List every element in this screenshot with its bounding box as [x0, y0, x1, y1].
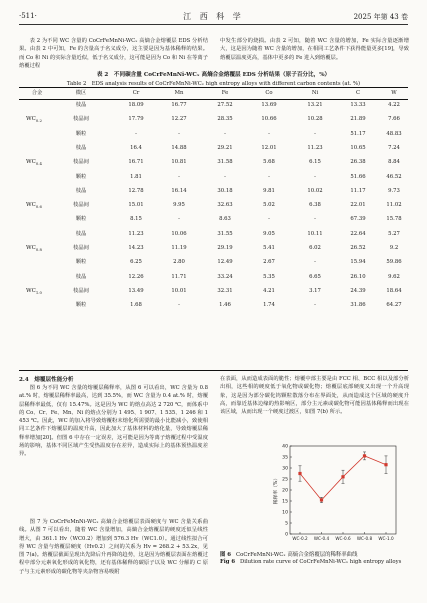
- y-tick-label: 0: [285, 532, 288, 538]
- table-cell: 31.55: [217, 230, 233, 237]
- table-cell: 枝晶: [75, 273, 87, 280]
- table-header-cell: Co: [265, 90, 273, 96]
- table-cell: 10.28: [307, 116, 323, 123]
- page-number: ·511·: [19, 12, 37, 20]
- table-cell: 9.62: [388, 273, 400, 280]
- table-cell: 8.84: [388, 159, 400, 166]
- x-tick-label: WC-0.4: [313, 536, 330, 541]
- table-cell: 颗粒: [75, 216, 87, 223]
- table-header-cell: W: [391, 90, 397, 96]
- table-cell: 9.95: [173, 202, 185, 209]
- table-cell: 3.17: [309, 287, 321, 294]
- table-group-label: $WC_{0.4}$: [26, 159, 42, 167]
- table-cell: 13.33: [350, 102, 366, 108]
- table-cell: 10.65: [350, 144, 366, 151]
- table-cell: 13.69: [261, 102, 277, 108]
- table-cell: 10.81: [171, 159, 187, 166]
- table-cell: 67.39: [350, 216, 366, 223]
- table-cell: 1.68: [130, 302, 142, 309]
- table-cell: 15.01: [128, 202, 144, 209]
- table-cell: 14.88: [171, 144, 187, 151]
- table-cell: -: [135, 130, 137, 137]
- x-tick-label: WC-0.2: [292, 536, 308, 541]
- figure-caption-zh: CoCrFeMnNi-WCₓ 高熵合金熔覆层的稀释率曲线: [236, 552, 358, 558]
- y-tick-label: 5: [285, 521, 288, 527]
- table-cell: 枝晶间: [73, 287, 89, 294]
- table-cell: 11.17: [350, 187, 366, 194]
- figure-label-zh: 图 6: [220, 552, 232, 558]
- table-cell: -: [178, 216, 180, 223]
- table-cell: 5.02: [263, 202, 275, 209]
- table-cell: 24.39: [350, 287, 366, 294]
- table-cell: 10.66: [261, 116, 277, 123]
- y-tick-label: 35: [282, 455, 288, 461]
- table-header-cell: Cr: [132, 90, 140, 96]
- table-cell: 10.01: [171, 287, 187, 294]
- paragraph-cross-section: 在表面，从而造成表面的脆性；熔覆中部主要是由 FCC 相、BCC 相以及部分析出相，这些相的硬度低于氧化物或碳化物；熔覆层底部硬度又出现一个升高现象，这是因为部分碳化钨颗粒散落分布在界面处，从而造成这个区域的硬度升高，而靠近基体边缘的热影响区，部分主元素或碳化物可能因基体稀释而出现在该区域，从而出现一个硬度过渡区，如图 7(b) 所示。: [220, 376, 409, 416]
- x-tick-label: WC-1.0: [378, 536, 394, 541]
- table-cell: 4.21: [263, 287, 275, 294]
- table-caption: [19, 70, 408, 87]
- table-cell: 29.19: [217, 245, 233, 251]
- table-cell: 26.38: [350, 159, 366, 166]
- figure-caption-en: Dilution rate curve of CoCrFeMnNi-WCₓ high entropy alloys: [240, 559, 402, 565]
- table-cell: 26.52: [350, 245, 366, 251]
- table-cell: 6.65: [309, 273, 321, 280]
- paragraph-fe-content: 中发生部分的烧损。由表 2 可知，随着 WC 含量的增加，Fe 实际含量逐渐增大，这是因为随着 WC 含量的增加，在相同工艺条件下获得能量更多[19]，导致熔覆层温度更高，基体中更多的 Fe 进入到熔覆层。: [220, 38, 409, 61]
- table-cell: 48.83: [386, 130, 402, 137]
- table-group-label: $WC_{0.8}$: [26, 245, 42, 253]
- table-cell: 27.52: [217, 102, 233, 108]
- table-cell: 11.02: [386, 202, 402, 209]
- table-cell: 31.86: [350, 302, 366, 309]
- y-tick-label: 20: [282, 488, 288, 494]
- table-cell: 5.68: [263, 159, 275, 166]
- data-point: [363, 454, 366, 457]
- table-cell: -: [268, 130, 270, 137]
- table-group-label: $WC_{0.2}$: [26, 116, 42, 124]
- table-cell: 枝晶: [75, 102, 87, 108]
- table-cell: 9.05: [263, 230, 275, 237]
- table-group-label: $WC_{1.0}$: [26, 287, 42, 295]
- table-cell: 11.19: [171, 245, 187, 251]
- table-cell: 5.41: [263, 245, 275, 251]
- table-cell: 31.58: [217, 159, 233, 166]
- table-cell: 32.63: [217, 202, 233, 209]
- figure-caption: [220, 552, 409, 566]
- y-axis-label: 稀释率（%）: [274, 475, 279, 505]
- y-tick-label: 25: [282, 477, 288, 483]
- table-cell: 9.81: [263, 187, 275, 194]
- table-cell: 17.79: [128, 116, 144, 123]
- table-cell: 颗粒: [75, 259, 87, 266]
- table-cell: 14.23: [128, 245, 144, 251]
- table-cell: 6.38: [309, 202, 321, 209]
- table-caption-zh: 表 2 不同碳含量 CoCrFeMnNi-WCₓ 高熵合金熔覆层 EDS 分析结果（原子百分比，%）: [96, 72, 331, 78]
- table-top-rule: [19, 87, 408, 88]
- table-cell: 8.15: [130, 216, 142, 223]
- table-cell: 枝晶: [75, 187, 87, 194]
- x-tick-label: WC-0.8: [356, 536, 373, 541]
- table-cell: 16.4: [130, 144, 142, 151]
- table-cell: 32.31: [217, 287, 233, 294]
- table-cell: 枝晶间: [73, 116, 89, 123]
- table-cell: 33.24: [217, 273, 233, 280]
- table-cell: -: [224, 130, 226, 137]
- data-point: [298, 472, 301, 475]
- table-cell: 22.01: [350, 202, 366, 209]
- table-cell: 28.35: [217, 116, 233, 123]
- table-cell: 枝晶间: [73, 245, 89, 251]
- table-cell: 2.80: [173, 259, 185, 266]
- chart-svg: [220, 438, 409, 548]
- figure-label-en: Fig 6: [220, 559, 236, 565]
- table-cell: 10.06: [171, 230, 187, 237]
- table-cell: 51.66: [350, 173, 366, 180]
- table-cell: -: [314, 302, 316, 309]
- table-cell: 15.94: [350, 259, 366, 266]
- table-cell: 1.81: [130, 173, 142, 180]
- table-header-rule: [19, 99, 408, 100]
- table-cell: 13.49: [128, 287, 144, 294]
- table-cell: -: [178, 173, 180, 180]
- table-cell: -: [224, 173, 226, 180]
- table-cell: -: [268, 216, 270, 223]
- y-tick-label: 30: [282, 466, 288, 472]
- eds-table: [19, 87, 408, 371]
- table-cell: 12.78: [128, 187, 144, 194]
- table-header-cell: Mn: [174, 90, 184, 96]
- table-cell: 12.49: [217, 259, 233, 266]
- table-cell: 8.63: [219, 216, 231, 223]
- table-cell: 颗粒: [75, 173, 87, 180]
- table-cell: 10.02: [307, 187, 323, 194]
- table-cell: 12.01: [261, 144, 277, 151]
- table-cell: 5.27: [388, 230, 400, 237]
- table-cell: 59.86: [386, 259, 402, 266]
- table-cell: 6.25: [130, 259, 142, 266]
- table-header-cell: 微区: [75, 90, 87, 96]
- table-cell: 13.21: [307, 102, 323, 108]
- table-header-cell: Ni: [311, 90, 319, 96]
- header-rule: [19, 24, 408, 25]
- table-cell: -: [268, 173, 270, 180]
- table-cell: -: [314, 259, 316, 266]
- table-cell: 18.09: [128, 102, 144, 108]
- table-cell: -: [178, 302, 180, 309]
- table-cell: 6.15: [309, 159, 321, 166]
- table-caption-en: Table 2 EDS analysis results of CoCrFeMnNi-WCₓ high entropy alloys with different carbon contents (at. %): [66, 81, 361, 87]
- paragraph-table2-intro: 表 2 为不同 WC 含量的 CoCrFeMnNi-WCₓ 高熵合金熔覆层 EDS 分析结果。由表 2 中可知，Fe 的含量高于名义成分，这主要是因为基体稀释的结果。而 Co 和 Ni 的实际含量近似，低于名义成分，这可能是因为 Co 和 Ni 在等离子熔覆过程: [19, 38, 208, 69]
- paragraph-dilution: 图 6 为不同 WC 含量的熔覆层稀释率，从图 6 可以看出，WC 含量为 0.8 at.% 时，熔覆层稀释率最高，达到 35.5%，而 WC 含量为 0.4 at.% 时，熔覆层稀释率最低，仅有 15.47%。这是因为 WC 的熔点高达 2 720 ℃，而体系中的 Co、Cr、Fe、Mn、Ni 的熔点分别为 1 495、1 907、1 535、1 246 和 1 453 ℃。因此，WC 的加入将导致熔覆粉末熔化所需要的最小比能减小，致使相同工艺条件下熔覆层的温度升高，因此加大了基体材料的熔化量，导致熔覆层稀释率增加[20]。但图 6 中存在一定误差，这可能是因为等离子熔覆过程中受温度场的影响，基体不同区域产生受热温度存在差异，造成实际上的基体预热温度差异。: [19, 385, 208, 458]
- table-cell: 7.24: [388, 144, 400, 151]
- table-cell: 7.66: [388, 116, 400, 123]
- table-cell: 30.18: [217, 187, 233, 194]
- table-cell: -: [314, 130, 316, 137]
- table-cell: 1.46: [219, 302, 231, 309]
- table-cell: 22.64: [350, 230, 366, 237]
- y-tick-label: 10: [282, 510, 288, 516]
- table-cell: -: [314, 216, 316, 223]
- table-cell: 15.78: [386, 216, 402, 223]
- table-cell: 5.35: [263, 273, 275, 280]
- table-bottom-rule: [19, 370, 408, 371]
- table-cell: -: [314, 173, 316, 180]
- table-cell: 颗粒: [75, 302, 87, 309]
- table-cell: 26.10: [350, 273, 366, 280]
- table-cell: 颗粒: [75, 130, 87, 137]
- table-group-label: $WC_{0.6}$: [26, 202, 42, 210]
- y-tick-label: 15: [282, 499, 288, 505]
- table-header-cell: C: [355, 90, 361, 96]
- table-cell: 11.23: [307, 144, 323, 151]
- y-tick-label: 40: [282, 444, 288, 450]
- journal-title: 江 西 科 学: [183, 12, 244, 21]
- table-cell: 29.21: [217, 144, 233, 151]
- table-cell: -: [178, 130, 180, 137]
- plot-frame: [290, 446, 396, 534]
- paragraph-hardness: 图 7 为 CoCrFeMnNi-WCₓ 高熵合金熔覆层表面硬度与 WC 含量关系曲线。从图 7 可以看出，随着 WC 含量增加，高熵合金熔覆层的硬度近似呈线性增大，由 361.1 Hv（WC0.2）增加到 576.3 Hv（WC1.0）。通过线性拟合可得 WC 含量与熔覆层硬度（Hv0.2）之间的关系为 Hv = 268.2 + 53.2x，见图 7(a)。熔覆层截面呈现出先降后升再降的趋势，这是因为熔覆层表面在熔覆过程中部分元素氧化形成的氧化物，还有基体稀释的碳原子以及 WC 分解的 C 原子与主元素形成的碳化物等夹杂物容易吸附: [19, 519, 208, 575]
- table-cell: 16.71: [128, 159, 144, 166]
- data-point: [320, 498, 323, 501]
- data-point: [384, 463, 387, 466]
- table-header-cell: 合金: [31, 90, 43, 96]
- section-heading: 2.4 熔覆层性能分析: [19, 377, 74, 383]
- table-cell: 枝晶: [75, 230, 87, 237]
- table-cell: 12.26: [128, 273, 144, 280]
- table-cell: 枝晶: [75, 144, 87, 151]
- table-cell: 16.14: [171, 187, 187, 194]
- table-cell: 51.17: [350, 130, 366, 137]
- table-cell: 12.27: [171, 116, 187, 123]
- table-cell: 46.52: [386, 173, 402, 180]
- table-cell: 2.67: [263, 259, 275, 266]
- table-cell: 11.23: [128, 230, 144, 237]
- page-header: [0, 0, 427, 30]
- table-cell: 11.71: [171, 273, 187, 280]
- table-cell: 64.27: [386, 302, 402, 309]
- table-cell: 1.74: [263, 302, 275, 309]
- table-cell: 16.77: [171, 102, 187, 108]
- table-cell: 9.73: [388, 187, 400, 194]
- table-header-cell: Fe: [221, 90, 229, 96]
- table-cell: 10.11: [307, 230, 323, 237]
- year-volume: 2025 年第 43 卷: [353, 13, 408, 21]
- table-cell: 枝晶间: [73, 202, 89, 209]
- table-cell: 21.89: [350, 116, 366, 123]
- dilution-rate-chart: [220, 438, 409, 548]
- table-cell: 4.22: [388, 102, 400, 108]
- table-cell: 18.64: [386, 287, 402, 294]
- table-cell: 6.02: [309, 245, 321, 251]
- table-cell: 9.2: [389, 245, 399, 251]
- data-point: [341, 475, 344, 478]
- table-cell: 枝晶间: [73, 159, 89, 166]
- x-tick-label: WC-0.6: [335, 536, 351, 541]
